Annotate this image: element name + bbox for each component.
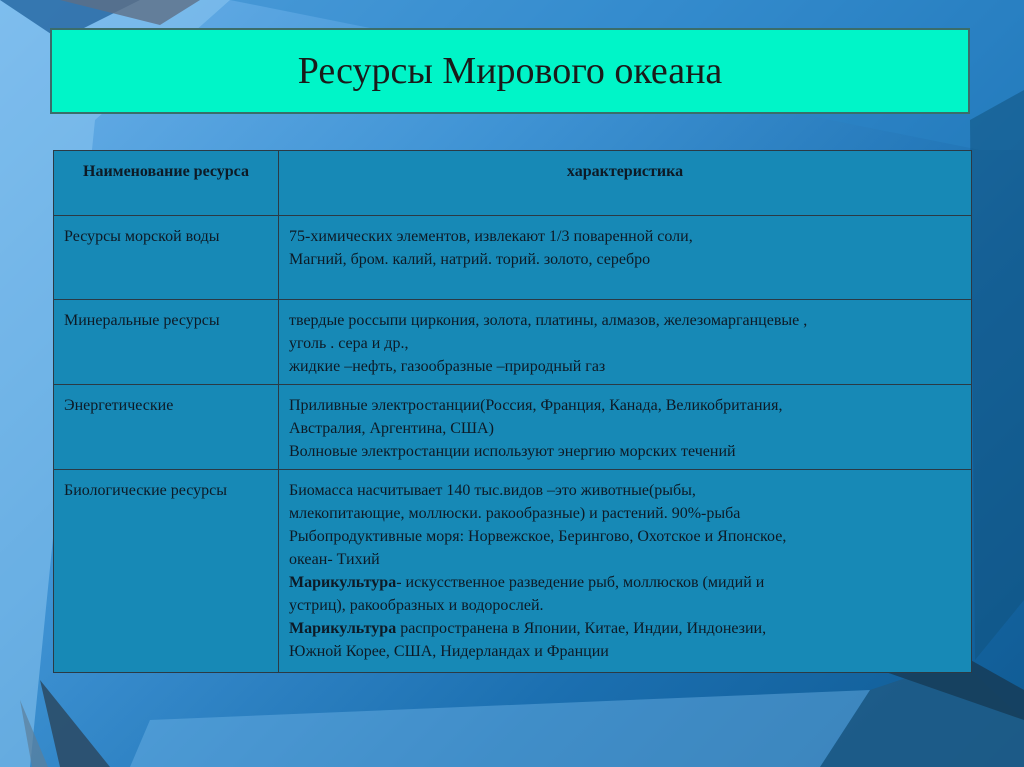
mariculture-line: [289, 617, 963, 640]
description-line: Рыбопродуктивные моря: Норвежское, Берингово, Охотское и Японское,: [289, 528, 787, 545]
resources-table: [53, 150, 972, 673]
description-line: Биомасса насчитывает 140 тыс.видов –это животные(рыбы,: [289, 482, 696, 499]
table-header-row: [54, 151, 972, 216]
resource-description: [279, 470, 972, 673]
resource-description: [279, 300, 972, 385]
mariculture-term: Марикультура: [289, 620, 397, 637]
description-line: океан- Тихий: [289, 551, 380, 568]
resource-description: [279, 385, 972, 470]
description-line: Приливные электростанции(Россия, Франция, Канада, Великобритания,: [289, 397, 783, 414]
header-resource-name: Наименование ресурса: [54, 151, 279, 216]
description-line: Волновые электростанции используют энергию морских течений: [289, 443, 736, 460]
table-row: [54, 385, 972, 470]
description-line: жидкие –нефть, газообразные –природный газ: [289, 358, 606, 375]
title-box: [50, 28, 970, 114]
mariculture-distribution: распространена в Японии, Китае, Индии, Индонезии,: [396, 620, 767, 637]
table-row: [54, 300, 972, 385]
resources-table-container: [53, 150, 971, 673]
description-line: Южной Корее, США, Нидерландах и Франции: [289, 643, 609, 660]
description-line: Австралия, Аргентина, США): [289, 420, 494, 437]
description-line: уголь . сера и др.,: [289, 335, 409, 352]
mariculture-term: Марикультура: [289, 574, 397, 591]
resource-name: Ресурсы морской воды: [54, 216, 279, 300]
resource-name: Минеральные ресурсы: [54, 300, 279, 385]
mariculture-line: [289, 571, 963, 594]
description-line: твердые россыпи циркония, золота, платины, алмазов, железомарганцевые ,: [289, 312, 808, 329]
table-row: [54, 470, 972, 673]
header-characteristic: характеристика: [279, 151, 972, 216]
description-line: устриц), ракообразных и водорослей.: [289, 597, 544, 614]
mariculture-definition: - искусственное разведение рыб, моллюсков (мидий и: [396, 574, 765, 591]
description-line: Магний, бром. калий, натрий. торий. золото, серебро: [289, 251, 651, 268]
slide-title: Ресурсы Мирового океана: [297, 50, 723, 92]
resource-name: Биологические ресурсы: [54, 470, 279, 673]
table-row: [54, 216, 972, 300]
resource-name: Энергетические: [54, 385, 279, 470]
description-line: 75-химических элементов, извлекают 1/3 поваренной соли,: [289, 228, 693, 245]
resource-description: [279, 216, 972, 300]
description-line: млекопитающие, моллюски. ракообразные) и растений. 90%-рыба: [289, 505, 741, 522]
